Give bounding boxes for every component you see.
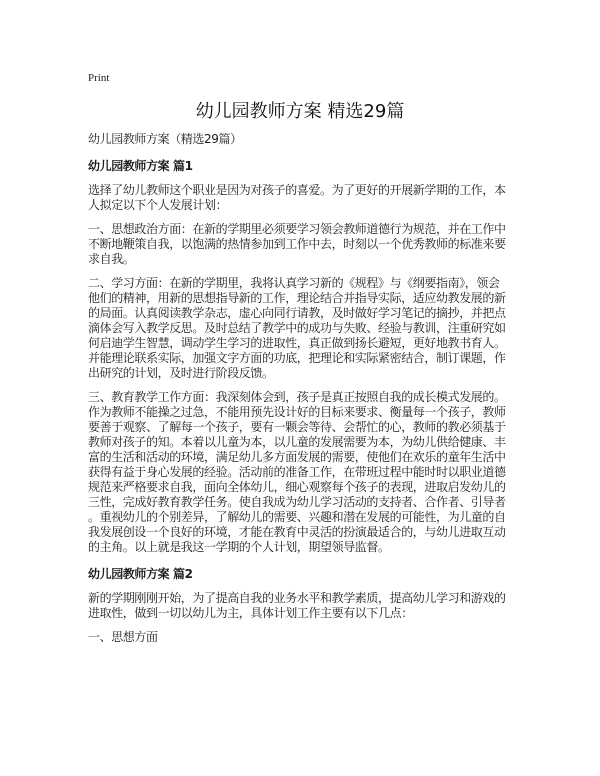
text-line: 选择了幼儿教师这个职业是因为对孩子的喜爱。为了更好的开展新学期的工作，本 — [88, 183, 506, 197]
paragraph — [88, 390, 528, 555]
text-line: 三、教育教学工作方面：我深刻体会到，孩子是真正按照自我的成长模式发展的。 — [88, 390, 506, 404]
text-line: 我发展创设一个良好的环境，才能在教育中灵活的扮演最适合的，与幼儿进取互动 — [88, 525, 506, 539]
text-line: 规范来严格要求自我，面向全体幼儿，细心观察每个孩子的表现，进取启发幼儿的 — [88, 480, 506, 494]
document-subtitle: 幼儿园教师方案（精选29篇） — [88, 132, 242, 146]
text-line: 三性，完成好教育教学任务。使自我成为幼儿学习活动的支持者、合作者、引导者 — [88, 495, 506, 509]
paragraph — [88, 591, 528, 621]
text-line: 。重视幼儿的个别差异，了解幼儿的需要、兴趣和潜在发展的可能性，为儿童的自 — [88, 510, 506, 524]
text-line: 一、思想方面 — [88, 630, 158, 644]
text-line: 人拟定以下个人发展计划： — [88, 198, 228, 212]
document-body — [88, 132, 528, 645]
text-line: 不断地鞭策自我，以饱满的热情参加到工作中去，时刻以一个优秀教师的标准来要 — [88, 237, 506, 251]
text-line: 出研究的计划，及时进行阶段反馈。 — [88, 366, 274, 380]
section-heading: 幼儿园教师方案 篇2 — [88, 567, 193, 581]
text-line: 他们的精神，用新的思想指导新的工作，理论结合并指导实际，适应幼教发展的新 — [88, 291, 506, 305]
section-1 — [88, 159, 528, 555]
text-line: 进取性，做到一切以幼儿为主，具体计划工作主要有以下几点： — [88, 606, 413, 620]
page-title: 幼儿园教师方案 精选29篇 — [195, 101, 405, 122]
paragraph — [88, 183, 528, 213]
section-2 — [88, 567, 528, 645]
text-line: 作为教师不能操之过急，不能用预先设计好的目标来要求、衡量每一个孩子，教师 — [88, 405, 506, 419]
text-line: 富的生活和活动的环境，满足幼儿多方面发展的需要，使他们在欢乐的童年生活中 — [88, 450, 506, 464]
text-line: 新的学期刚刚开始，为了提高自我的业务水平和教学素质，提高幼儿学习和游戏的 — [88, 591, 506, 605]
text-line: 要善于观察、了解每一个孩子，要有一颗会等待、会帮忙的心，教师的教必须基于 — [88, 420, 506, 434]
paragraph — [88, 276, 528, 381]
paragraph — [88, 222, 528, 267]
paragraph — [88, 630, 528, 645]
text-line: 二、学习方面：在新的学期里，我将认真学习新的《规程》与《纲要指南》，领会 — [88, 276, 500, 290]
text-line: 并能理论联系实际，加强文字方面的功底，把理论和实际紧密结合，制订课题，作 — [88, 351, 506, 365]
text-line: 何启迪学生智慧，调动学生学习的进取性，真正做到扬长避短，更好地教书育人。 — [88, 336, 506, 350]
print-link[interactable]: Print — [88, 72, 110, 84]
section-heading: 幼儿园教师方案 篇1 — [88, 159, 193, 173]
text-line: 的主角。以上就是我这一学期的个人计划，期望领导监督。 — [88, 540, 390, 554]
text-line: 一、思想政治方面：在新的学期里必须要学习领会教师道德行为规范，并在工作中 — [88, 222, 506, 236]
text-line: 教师对孩子的知。本着以儿童为本，以儿童的发展需要为本，为幼儿供给健康、丰 — [88, 435, 506, 449]
text-line: 滴体会写入教学反思。及时总结了教学中的成功与失败、经验与教训，注重研究如 — [88, 321, 506, 335]
text-line: 获得有益于身心发展的经验。活动前的准备工作，在带班过程中能时时以职业道德 — [88, 465, 506, 479]
text-line: 求自我。 — [88, 252, 135, 266]
text-line: 的局面。认真阅读教学杂志，虚心向同行请教，及时做好学习笔记的摘抄，并把点 — [88, 306, 506, 320]
